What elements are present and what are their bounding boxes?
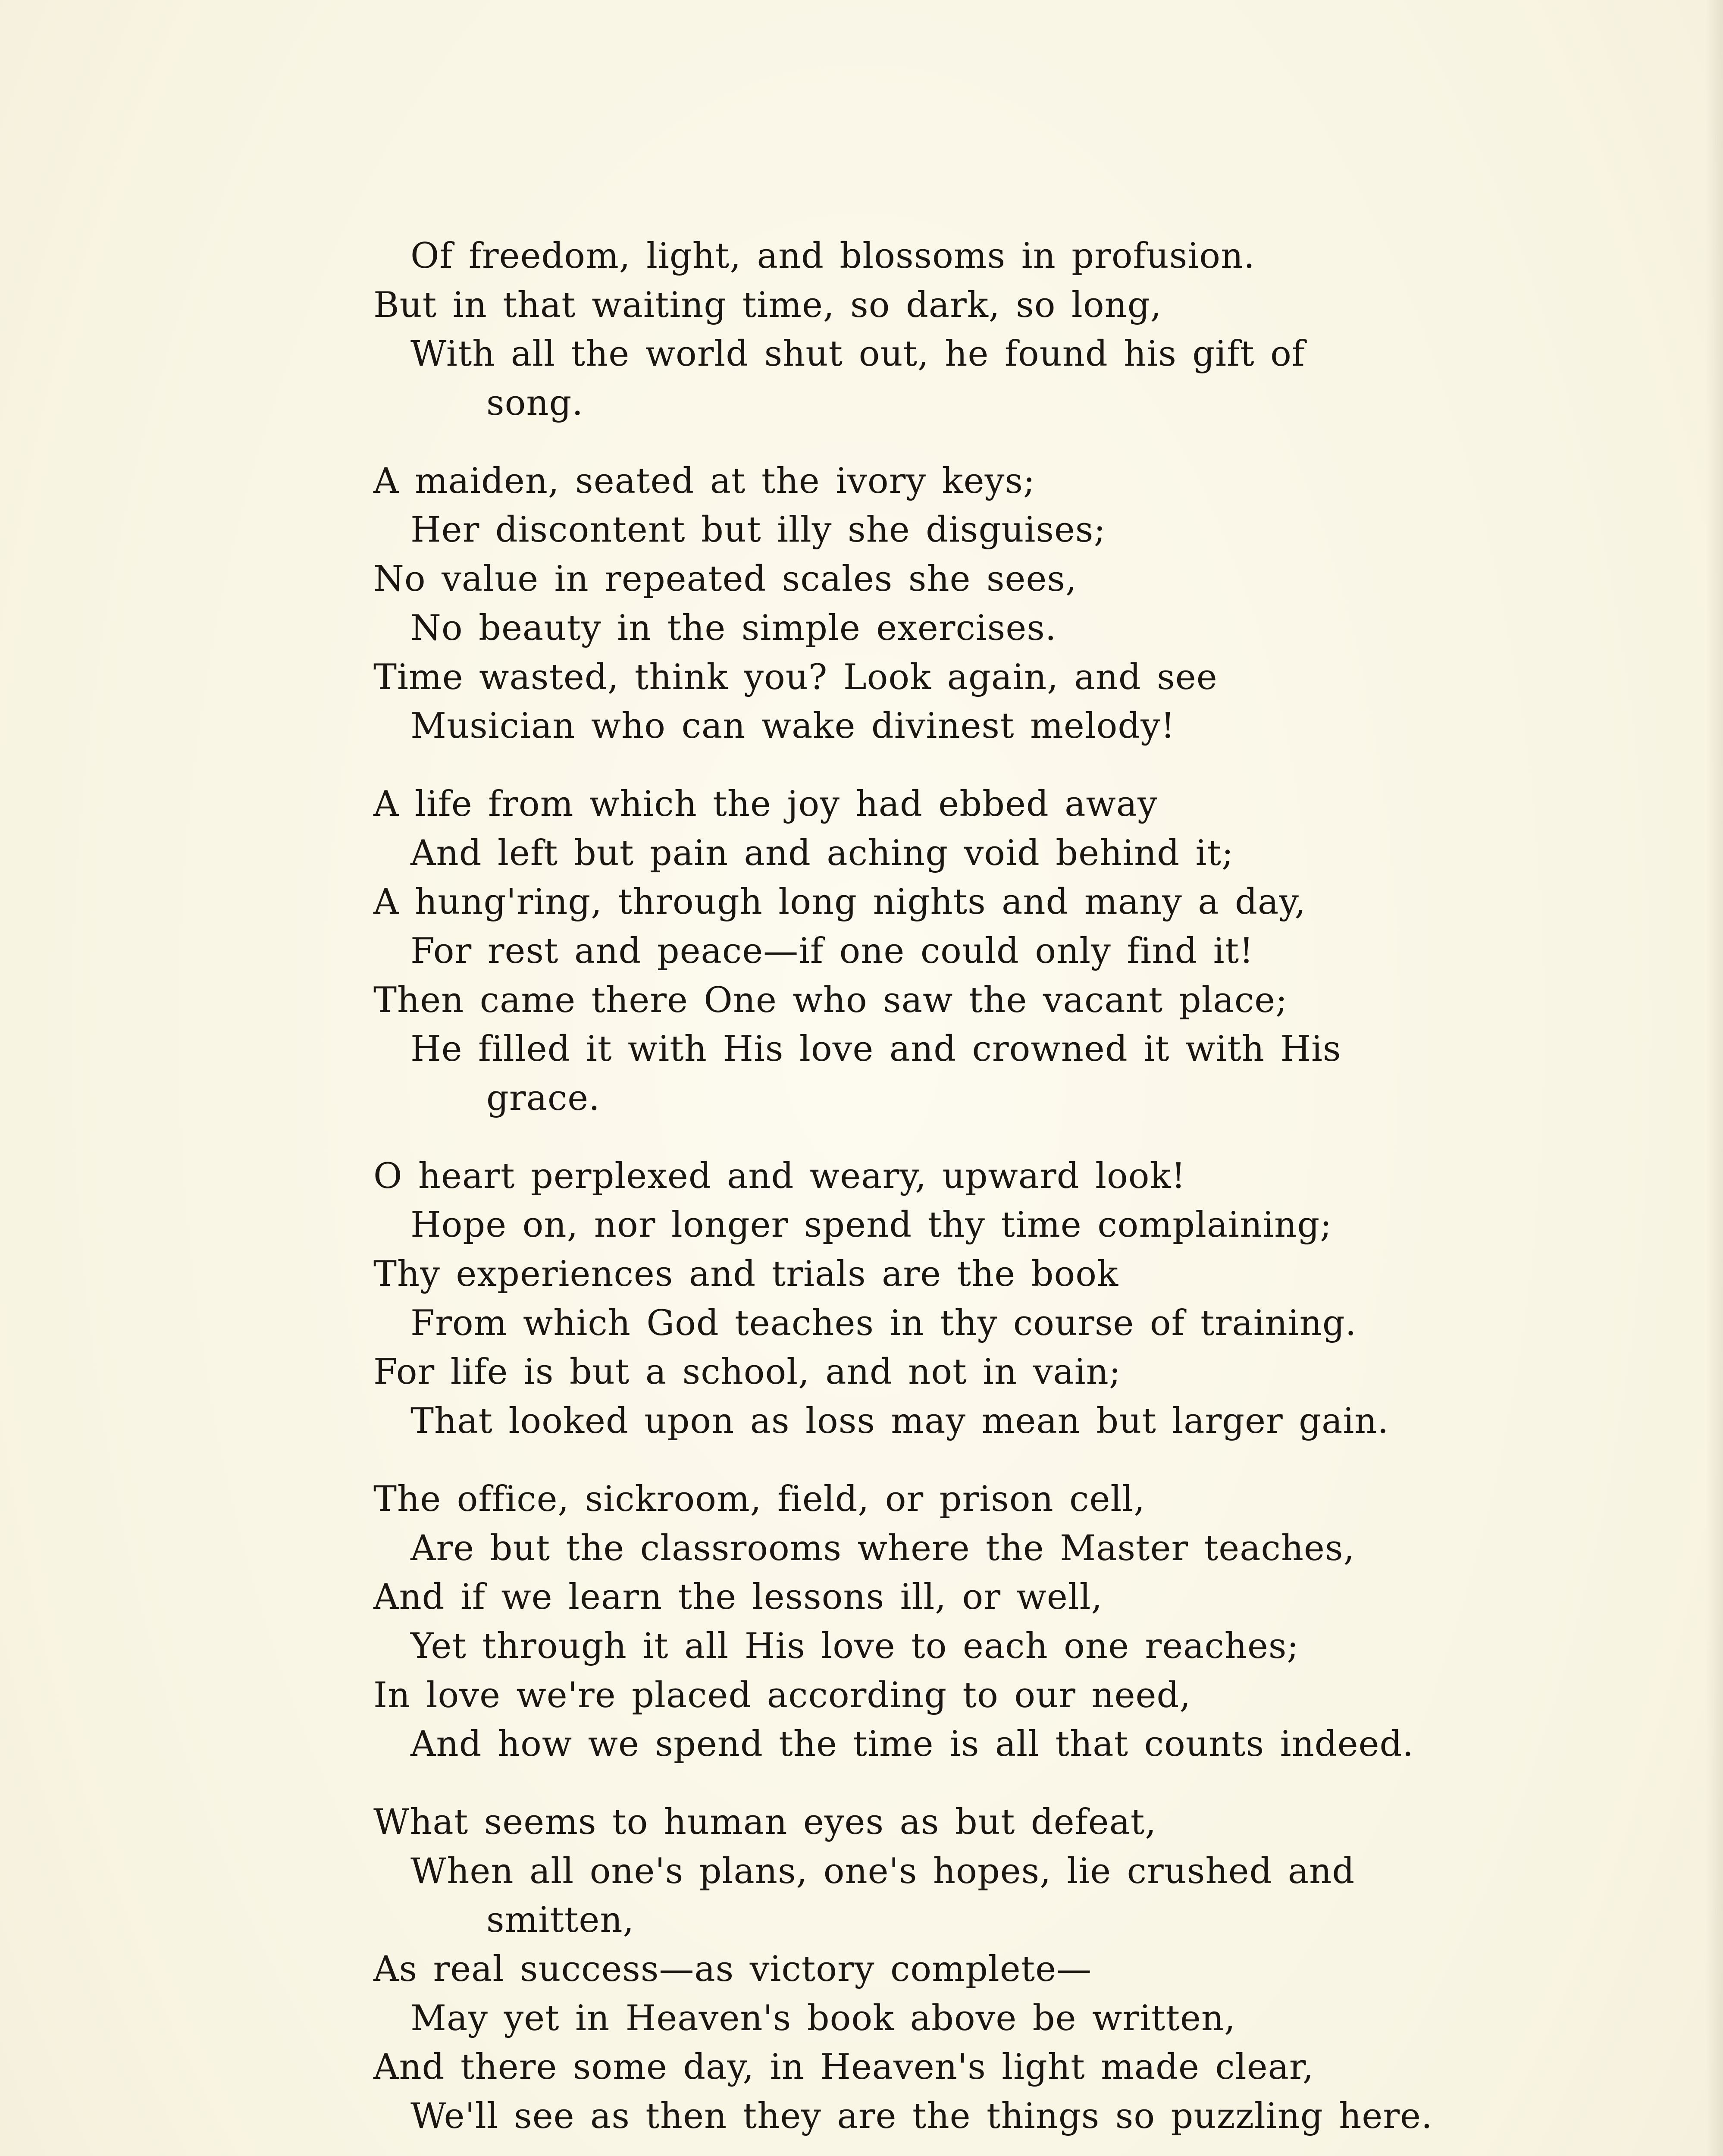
poem-line: As real success—as victory complete— bbox=[373, 1949, 1092, 1990]
poem-line: Time wasted, think you? Look again, and see bbox=[373, 657, 1218, 698]
poem-line: And there some day, in Heaven's light made clear, bbox=[373, 2047, 1314, 2088]
poem-line: song. bbox=[486, 383, 584, 424]
poem-line: No beauty in the simple exercises. bbox=[410, 608, 1057, 649]
poem-body bbox=[373, 232, 1433, 2156]
stanza bbox=[373, 1475, 1414, 1769]
page-edge-shadow bbox=[1706, 0, 1723, 2156]
poem-line: Then came there One who saw the vacant place; bbox=[373, 980, 1288, 1021]
poem-line: We'll see as then they are the things so puzzling here. bbox=[410, 2096, 1433, 2137]
poem-line: What seems to human eyes as but defeat, bbox=[373, 1802, 1157, 1843]
poem-line: For life is but a school, and not in vain; bbox=[373, 1352, 1122, 1393]
poem-line: May yet in Heaven's book above be written, bbox=[410, 1998, 1236, 2039]
poem-line: And if we learn the lessons ill, or well, bbox=[373, 1577, 1103, 1618]
poem-line: In love we're placed according to our need, bbox=[373, 1675, 1191, 1716]
poem-line: Are but the classrooms where the Master teaches, bbox=[410, 1528, 1355, 1569]
poem-line: From which God teaches in thy course of training. bbox=[410, 1303, 1357, 1344]
poem-line: Musician who can wake divinest melody! bbox=[410, 706, 1175, 747]
stanza bbox=[373, 780, 1404, 1123]
poem-line: Of freedom, light, and blossoms in profusion. bbox=[410, 236, 1255, 276]
poem-line: That looked upon as loss may mean but larger gain. bbox=[410, 1401, 1389, 1442]
poem-line: And left but pain and aching void behind it; bbox=[410, 833, 1234, 874]
stanza bbox=[373, 1798, 1433, 2141]
poem-line: He filled it with His love and crowned it with His bbox=[410, 1029, 1341, 1070]
poem-line: When all one's plans, one's hopes, lie crushed and bbox=[410, 1851, 1355, 1892]
poem-line: Hope on, nor longer spend thy time complaining; bbox=[410, 1205, 1332, 1246]
poem-line: grace. bbox=[486, 1078, 600, 1119]
poem-line: A maiden, seated at the ivory keys; bbox=[373, 461, 1036, 501]
poem-line: O heart perplexed and weary, upward look! bbox=[373, 1156, 1186, 1197]
poem-line: Her discontent but illy she disguises; bbox=[410, 510, 1106, 551]
poem-line: And how we spend the time is all that counts indeed. bbox=[410, 1724, 1414, 1765]
poem-line: A life from which the joy had ebbed away bbox=[373, 783, 1158, 824]
poem-line: Yet through it all His love to each one reaches; bbox=[410, 1626, 1299, 1667]
poem-line: For rest and peace—if one could only find it! bbox=[410, 931, 1254, 971]
stanza bbox=[373, 232, 1404, 428]
poem-line: No value in repeated scales she sees, bbox=[373, 559, 1077, 600]
poem-line: But in that waiting time, so dark, so long, bbox=[373, 285, 1162, 326]
poem-line: A hung'ring, through long nights and many a day, bbox=[373, 882, 1306, 923]
poem-line: Thy experiences and trials are the book bbox=[373, 1254, 1119, 1295]
poem-line: smitten, bbox=[486, 1900, 635, 1941]
stanza bbox=[373, 1152, 1404, 1446]
poem-line: With all the world shut out, he found his gift of bbox=[410, 334, 1305, 375]
stanza bbox=[373, 457, 1404, 751]
poem-line: The office, sickroom, field, or prison cell, bbox=[373, 1479, 1145, 1520]
